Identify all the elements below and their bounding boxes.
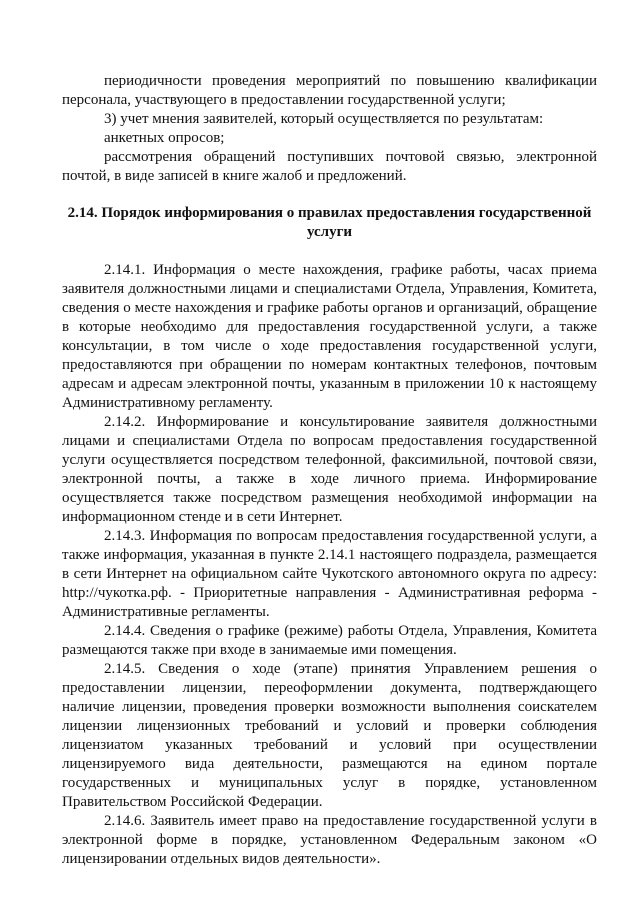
document-page [62,72,597,869]
intro-paragraph-2: 3) учет мнения заявителей, который осуществляется по результатам: [104,111,544,127]
intro-paragraph-4: рассмотрения обращений поступивших почтовой связью, электронной почтой, в виде записей в книге жалоб и предложений. [62,149,597,184]
clause-2-14-1: 2.14.1. Информация о месте нахождения, графике работы, часах приема заявителя должностными лицами и специалистами Отдела, Управления, Комитета, сведения о месте нахождения и графике работы органов и организаций, обращение в которые необходимо для предоставления государственной услуги, а также консультации, в том числе о ходе предоставления государственной услуги, предоставляются при обращении по номерам контактных телефонов, почтовым адресам и адресам электронной почты, указанным в приложении 10 к настоящему Административному регламенту. [62,262,597,411]
intro-paragraph-3: анкетных опросов; [104,130,225,146]
section-heading: 2.14. Порядок информирования о правилах предоставления государственной услуги [67,205,592,240]
clause-2-14-2: 2.14.2. Информирование и консультирование заявителя должностными лицами и специалистами Отдела по вопросам предоставления государственной услуги осуществляется посредством телефонной, факсимильной, почтовой связи, электронной почты, а также в ходе личного приема. Информирование осуществляется также посредством размещения необходимой информации на информационном стенде и в сети Интернет. [62,414,597,525]
clause-2-14-5: 2.14.5. Сведения о ходе (этапе) принятия Управлением решения о предоставлении лицензии, переоформлении документа, подтверждающего наличие лицензии, проведения проверки возможности выполнения соискателем лицензии лицензионных требований и условий и проверки соблюдения лицензиатом указанных требований и условий при осуществлении лицензируемого вида деятельности, размещаются на едином портале государственных и муниципальных услуг в порядке, установленном Правительством Российской Федерации. [62,661,597,810]
clause-2-14-3: 2.14.3. Информация по вопросам предоставления государственной услуги, а также информация, указанная в пункте 2.14.1 настоящего подраздела, размещается в сети Интернет на официальном сайте Чукотского автономного округа по адресу: http://чукотка.рф. - Приоритетные направления - Административная реформа - Административные регламенты. [62,528,597,620]
clause-2-14-6: 2.14.6. Заявитель имеет право на предоставление государственной услуги в электронной форме в порядке, установленном Федеральным законом «О лицензировании отдельных видов деятельности». [62,813,597,867]
clause-2-14-4: 2.14.4. Сведения о графике (режиме) работы Отдела, Управления, Комитета размещаются также при входе в занимаемые ими помещения. [62,623,597,658]
intro-paragraph-1: периодичности проведения мероприятий по повышению квалификации персонала, участвующего в предоставлении государственной услуги; [62,73,597,108]
